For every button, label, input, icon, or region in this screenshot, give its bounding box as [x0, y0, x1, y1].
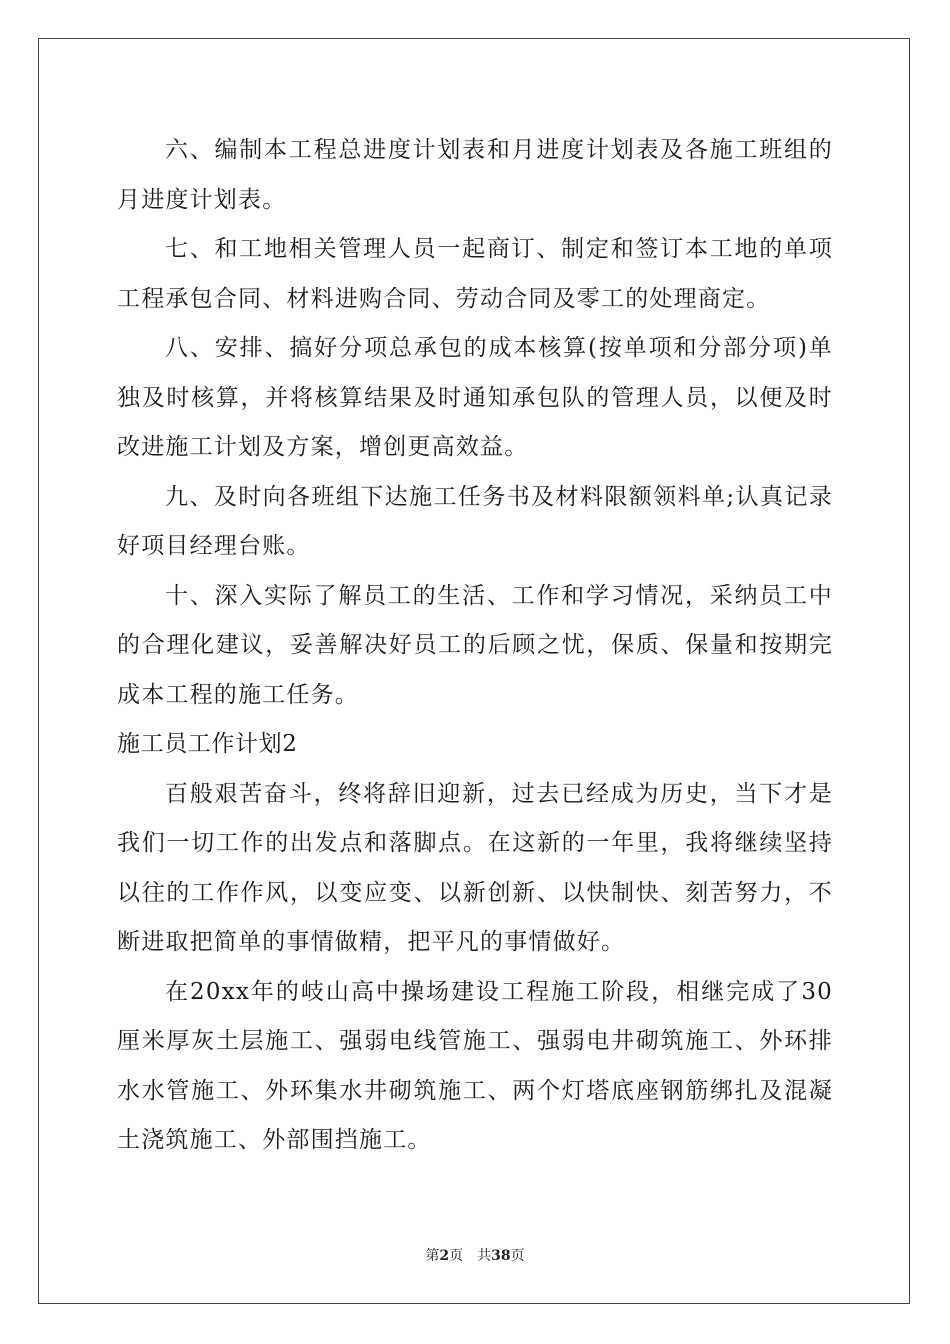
footer-total-prefix: 共 — [477, 1248, 492, 1264]
paragraph-item-9: 九、及时向各班组下达施工任务书及材料限额领料单;认真记录好项目经理台账。 — [117, 483, 833, 559]
page-footer — [0, 1245, 950, 1265]
paragraph-item-10: 十、深入实际了解员工的生活、工作和学习情况，采纳员工中的合理化建议，妥善解决好员工的后顾之忧，保质、保量和按期完成本工程的施工任务。 — [117, 582, 833, 708]
footer-page-suffix: 页 — [449, 1248, 464, 1264]
section-heading: 施工员工作计划2 — [117, 731, 298, 757]
current-page-number: 2 — [439, 1248, 450, 1264]
total-pages-number: 38 — [491, 1248, 511, 1264]
paragraph-item-8: 八、安排、搞好分项总承包的成本核算(按单项和分部分项)单独及时核算，并将核算结果及时通知承包队的管理人员，以便及时改进施工计划及方案，增创更高效益。 — [117, 335, 833, 460]
paragraph-achievements: 在20xx年的岐山高中操场建设工程施工阶段，相继完成了30厘米厚灰土层施工、强弱电线管施工、强弱电井砌筑施工、外环排水水管施工、外环集水井砌筑施工、两个灯塔底座钢筋绑扎及混凝土浇筑施工、外部围挡施工。 — [117, 978, 833, 1153]
footer-prefix: 第 — [425, 1248, 440, 1264]
footer-total-suffix: 页 — [510, 1248, 525, 1264]
document-body — [117, 126, 833, 1166]
paragraph-intro: 百般艰苦奋斗，终将辞旧迎新，过去已经成为历史，当下才是我们一切工作的出发点和落脚点。在这新的一年里，我将继续坚持以往的工作作风，以变应变、以新创新、以快制快、刻苦努力，不断进取把简单的事情做精，把平凡的事情做好。 — [117, 780, 833, 955]
paragraph-item-6: 六、编制本工程总进度计划表和月进度计划表及各施工班组的月进度计划表。 — [117, 137, 833, 213]
paragraph-item-7: 七、和工地相关管理人员一起商订、制定和签订本工地的单项工程承包合同、材料进购合同、劳动合同及零工的处理商定。 — [117, 236, 833, 312]
